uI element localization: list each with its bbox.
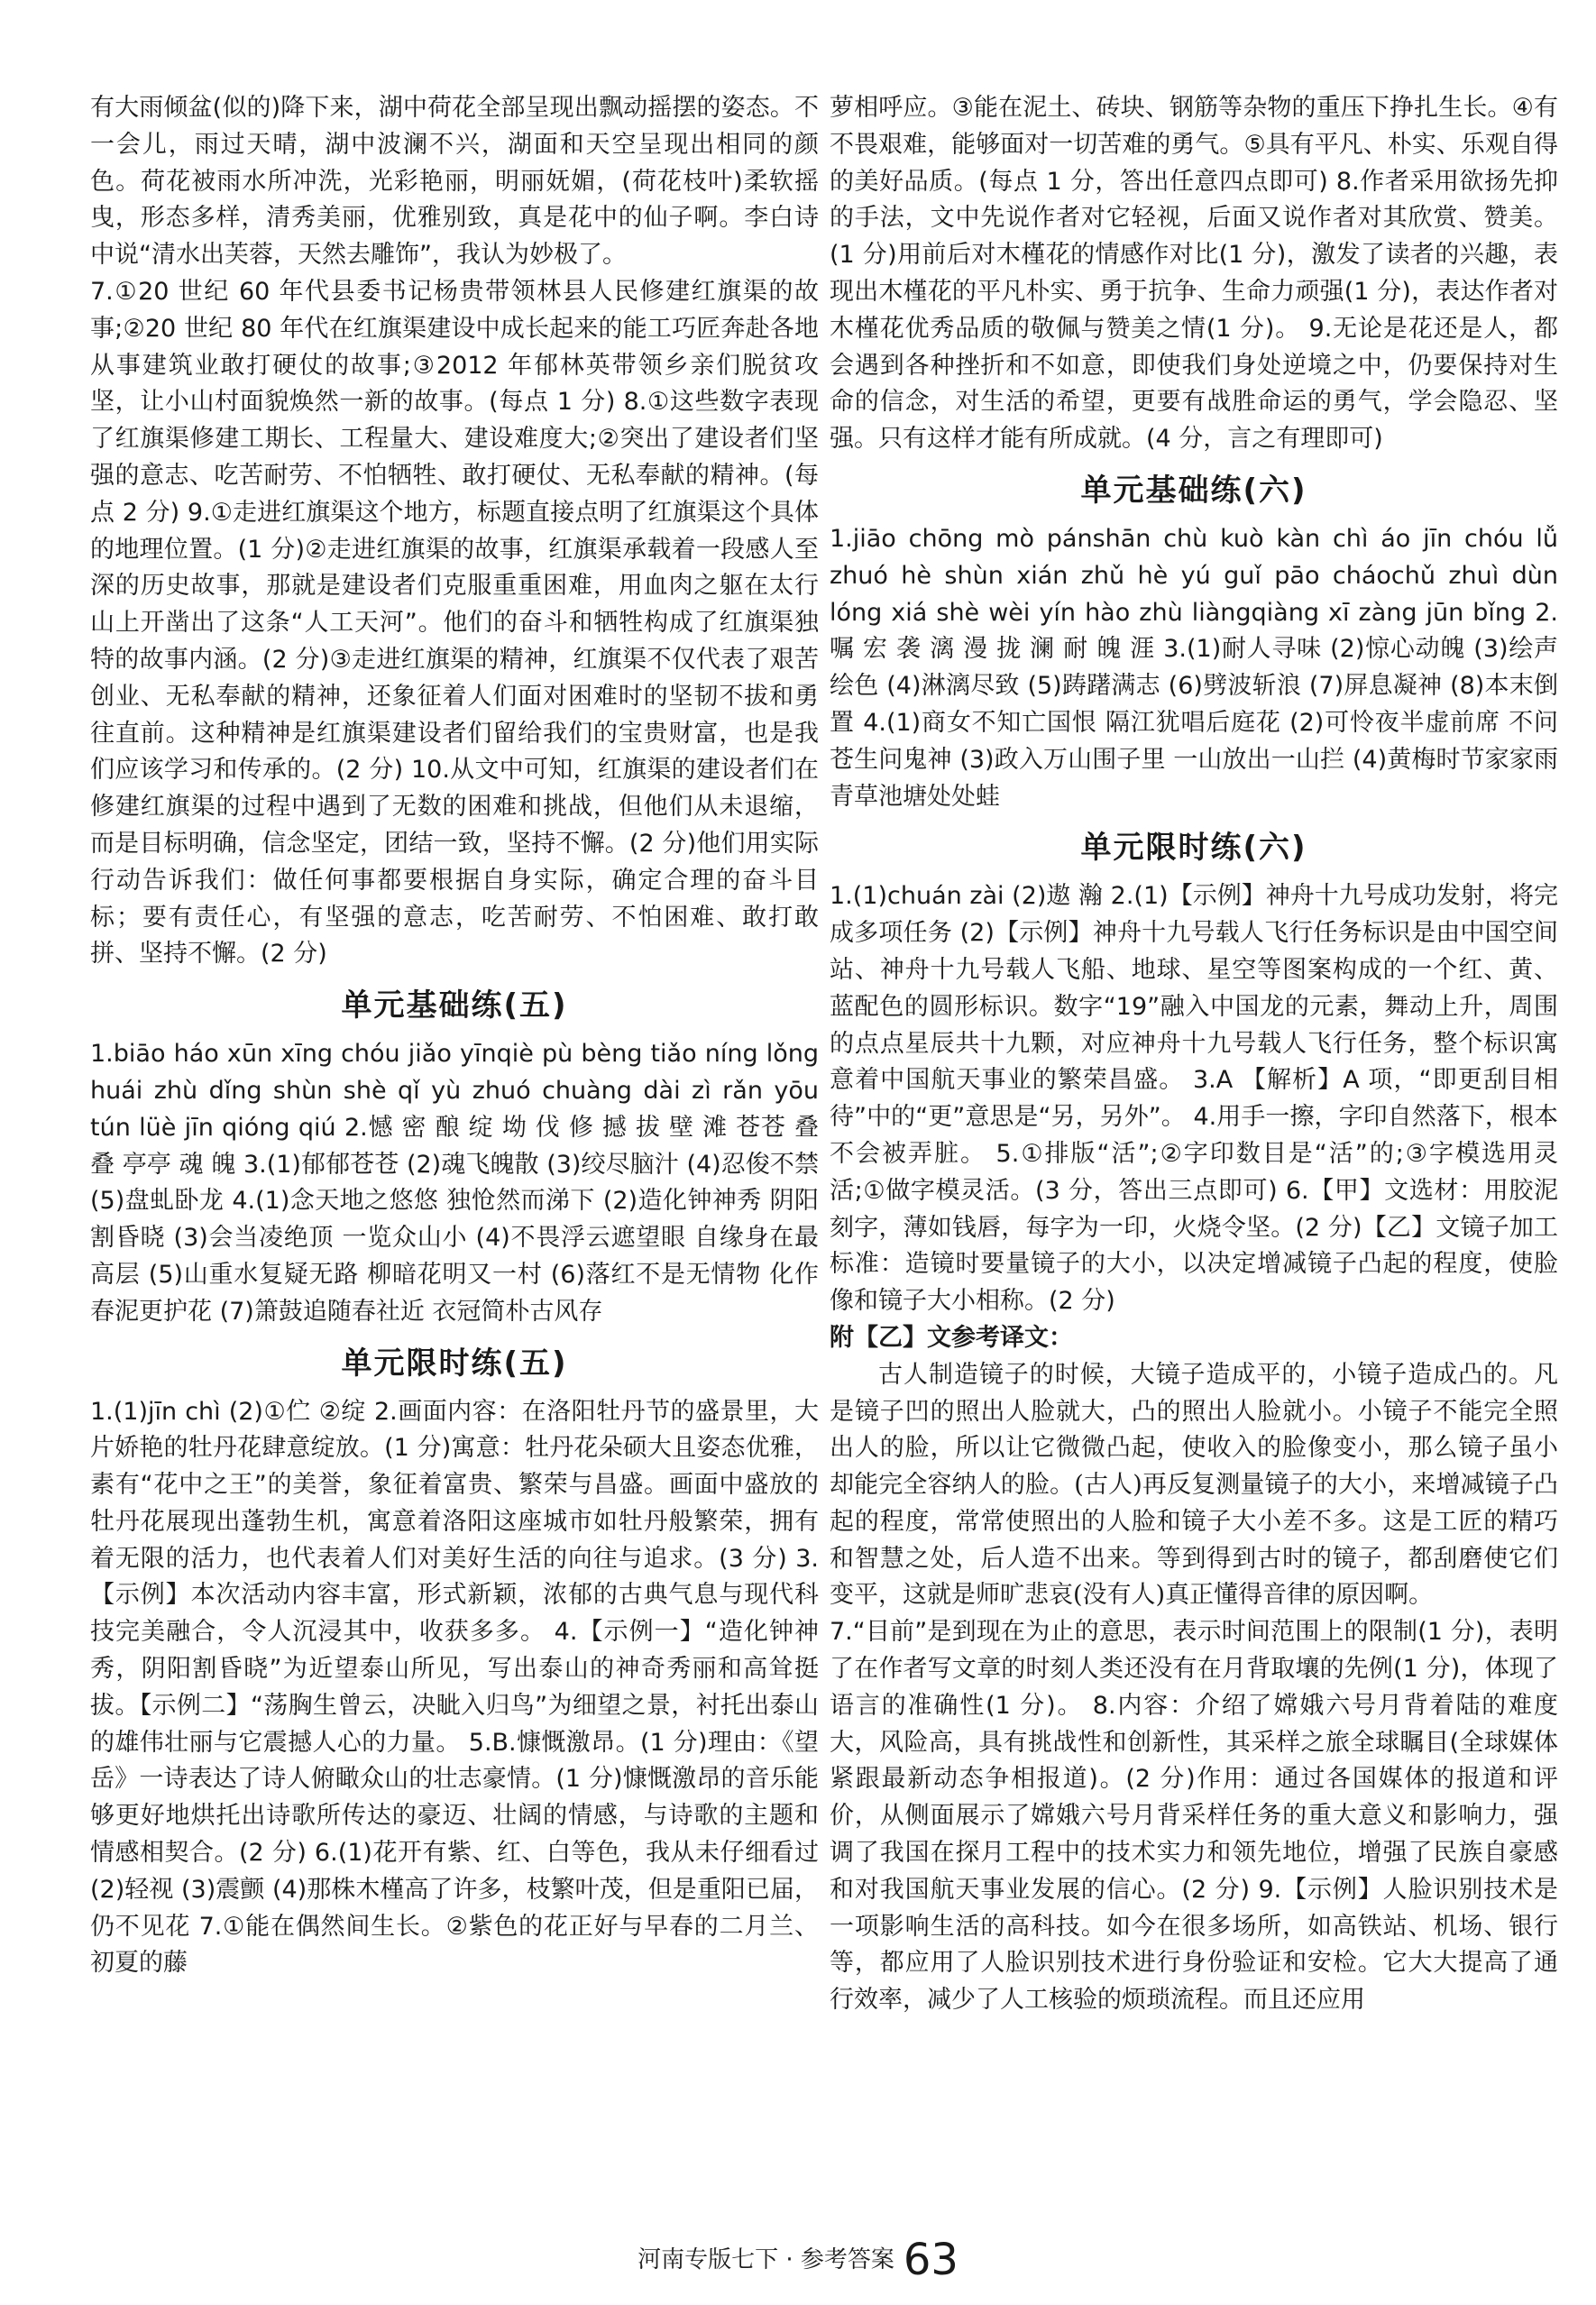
answer-paragraph: 1.(1)jīn chì (2)①伫 ②绽 2.画面内容：在洛阳牡丹节的盛景里，大片娇艳的牡丹花肆意绽放。(1 分)寓意：牡丹花朵硕大且姿态优雅，素有“花中之王”的美誉，象征着富贵、繁荣与昌盛。画面中盛放的牡丹花展现出蓬勃生机，寓意着洛阳这座城市如牡丹般繁荣，拥有着无限的活力，也代表着人们对美好生活的向往与追求。(3 分) 3.【示例】本次活动内容丰富，形式新颖，浓郁的古典气息与现代科技完美融合，令人沉浸其中，收获多多。 4.【示例一】“造化钟神秀，阴阳割昏晓”为近望泰山所见，写出泰山的神奇秀丽和高耸挺拔。【示例二】“荡胸生曾云，决眦入归鸟”为细望之景，衬托出泰山的雄伟壮丽与它震撼人心的力量。 5.B.慷慨激昂。(1 分)理由：《望岳》一诗表达了诗人俯瞰众山的壮志豪情。(1 分)慷慨激昂的音乐能够更好地烘托出诗歌所传达的豪迈、壮阔的情感，与诗歌的主题和情感相契合。(2 分) 6.(1)花开有紫、红、白等色，我从未仔细看过 (2)轻视 (3)震颤 (4)那株木槿高了许多，枝繁叶茂，但是重阳已届，仍不见花 7.①能在偶然间生长。②紫色的花正好与早春的二月兰、初夏的藤 <box>90 1397 819 1978</box>
footer-label: 河南专版七下 · 参考答案 <box>637 2246 894 2273</box>
page-footer <box>0 2235 1596 2285</box>
right-column <box>830 90 1558 2019</box>
translation-paragraph: 古人制造镜子的时候，大镜子造成平的，小镜子造成凸的。凡是镜子凹的照出人脸就大，凸的照出人脸就小。小镜子不能完全照出人的脸，所以让它微微凸起，使收入的脸像变小，那么镜子虽小却能完全容纳人的脸。(古人)再反复测量镜子的大小，来增减镜子凸起的程度，常常使照出的人脸和镜子大小差不多。这是工匠的精巧和智慧之处，后人造不出来。等到得到古时的镜子，都刮磨使它们变平，这就是师旷悲哀(没有人)真正懂得音律的原因啊。 <box>830 1360 1558 1610</box>
section-title: 单元限时练(六) <box>1080 830 1307 867</box>
section-title: 单元基础练(五) <box>341 987 568 1024</box>
left-column <box>90 90 819 1982</box>
page-number: 63 <box>903 2235 959 2285</box>
answer-paragraph: 1.(1)chuán zài (2)遨 瀚 2.(1)【示例】神舟十九号成功发射，将完成多项任务 (2)【示例】神舟十九号载人飞行任务标识是由中国空间站、神舟十九号载人飞船、地球、星空等图案构成的一个红、黄、蓝配色的圆形标识。数字“19”融入中国龙的元素，舞动上升，周围的点点星辰共十九颗，对应神舟十九号载人飞行任务，整个标识寓意着中国航天事业的繁荣昌盛。 3.A 【解析】A 项，“即更刮目相待”中的“更”意思是“另，另外”。 4.用手一擦，字印自然落下，根本不会被弄脏。 5.①排版“活”;②字印数目是“活”的;③字模选用灵活;①做字模灵活。(3 分，答出三点即可) 6.【甲】文选材：用胶泥刻字，薄如钱唇，每字为一印，火烧令坚。(2 分)【乙】文镜子加工标准：造镜时要量镜子的大小，以决定增减镜子凸起的程度，使脸像和镜子大小相称。(2 分) <box>830 882 1558 1316</box>
answer-paragraph: 萝相呼应。③能在泥土、砖块、钢筋等杂物的重压下挣扎生长。④有不畏艰难，能够面对一切苦难的勇气。⑤具有平凡、朴实、乐观自得的美好品质。(每点 1 分，答出任意四点即可) 8.作者采用欲扬先抑的手法，文中先说作者对它轻视，后面又说作者对其欣赏、赞美。(1 分)用前后对木槿花的情感作对比(1 分)，激发了读者的兴趣，表现出木槿花的平凡朴实、勇于抗争、生命力顽强(1 分)，表达作者对木槿花优秀品质的敬佩与赞美之情(1 分)。 9.无论是花还是人，都会遇到各种挫折和不如意，即使我们身处逆境之中，仍要保持对生命的信念，对生活的希望，更要有战胜命运的勇气，学会隐忍、坚强。只有这样才能有所成就。(4 分，言之有理即可) <box>830 94 1558 454</box>
section-title: 单元限时练(五) <box>341 1345 568 1382</box>
answer-paragraph: 1.biāo háo xūn xīng chóu jiǎo yīnqiè pù bèng tiǎo níng lǒng huái zhù dǐng shùn shè qǐ yù zhuó chuàng dài zì rǎn yōu tún lüè jīn qióng qiú 2.憾 密 酿 绽 坳 伐 修 撼 拔 壁 滩 苍苍 叠叠 亭亭 魂 魄 3.(1)郁郁苍苍 (2)魂飞魄散 (3)绞尽脑汁 (4)忍俊不禁 (5)盘虬卧龙 4.(1)念天地之悠悠 独怆然而涕下 (2)造化钟神秀 阴阳割昏晓 (3)会当凌绝顶 一览众山小 (4)不畏浮云遮望眼 自缘身在最高层 (5)山重水复疑无路 柳暗花明又一村 (6)落红不是无情物 化作春泥更护花 (7)箫鼓追随春社近 衣冠简朴古风存 <box>90 1040 819 1326</box>
answer-paragraph: 7.“目前”是到现在为止的意思，表示时间范围上的限制(1 分)，表明了在作者写文章的时刻人类还没有在月背取壤的先例(1 分)，体现了语言的准确性(1 分)。 8.内容：介绍了嫦娥六号月背着陆的难度大，风险高，具有挑战性和创新性，其采样之旅全球瞩目(全球媒体紧跟最新动态争相报道)。(2 分)作用：通过各国媒体的报道和评价，从侧面展示了嫦娥六号月背采样任务的重大意义和影响力，强调了我国在探月工程中的技术实力和领先地位，增强了民族自豪感和对我国航天事业发展的信心。(2 分) 9.【示例】人脸识别技术是一项影响生活的高科技。如今在很多场所，如高铁站、机场、银行等，都应用了人脸识别技术进行身份验证和安检。它大大提高了通行效率，减少了人工核验的烦琐流程。而且还应用 <box>830 1618 1558 2015</box>
answer-paragraph: 1.jiāo chōng mò pánshān chù kuò kàn chì áo jīn chóu lǚ zhuó hè shùn xián zhǔ hè yú guǐ pāo cháochǔ zhuì dùn lóng xiá shè wèi yín hào zhù liàngqiàng xī zàng jūn bǐng 2.嘱 宏 袭 漓 漫 拢 澜 耐 魄 涯 3.(1)耐人寻味 (2)惊心动魄 (3)绘声绘色 (4)淋漓尽致 (5)踌躇满志 (6)劈波斩浪 (7)屏息凝神 (8)本末倒置 4.(1)商女不知亡国恨 隔江犹唱后庭花 (2)可怜夜半虚前席 不问苍生问鬼神 (3)政入万山围子里 一山放出一山拦 (4)黄梅时节家家雨 青草池塘处处蛙 <box>830 524 1558 811</box>
translation-heading: 附【乙】文参考译文： <box>830 1323 1073 1352</box>
answer-paragraph: 7.①20 世纪 60 年代县委书记杨贵带领林县人民修建红旗渠的故事;②20 世纪 80 年代在红旗渠建设中成长起来的能工巧匠奔赴各地从事建筑业敢打硬仗的故事;③2012 年郁林英带领乡亲们脱贫攻坚，让小山村面貌焕然一新的故事。(每点 1 分) 8.①这些数字表现了红旗渠修建工期长、工程量大、建设难度大;②突出了建设者们坚强的意志、吃苦耐劳、不怕牺牲、敢打硬仗、无私奉献的精神。(每点 2 分) 9.①走进红旗渠这个地方，标题直接点明了红旗渠这个具体的地理位置。(1 分)②走进红旗渠的故事，红旗渠承载着一段感人至深的历史故事，那就是建设者们克服重重困难，用血肉之躯在太行山上开凿出了这条“人工天河”。他们的奋斗和牺牲构成了红旗渠独特的故事内涵。(2 分)③走进红旗渠的精神，红旗渠不仅代表了艰苦创业、无私奉献的精神，还象征着人们面对困难时的坚韧不拔和勇往直前。这种精神是红旗渠建设者们留给我们的宝贵财富，也是我们应该学习和传承的。(2 分) 10.从文中可知，红旗渠的建设者们在修建红旗渠的过程中遇到了无数的困难和挑战，但他们从未退缩，而是目标明确，信念坚定，团结一致，坚持不懈。(2 分)他们用实际行动告诉我们：做任何事都要根据自身实际，确定合理的奋斗目标；要有责任心，有坚强的意志，吃苦耐劳、不怕困难、敢打敢拼、坚持不懈。(2 分) <box>90 277 819 969</box>
answer-paragraph: 有大雨倾盆(似的)降下来，湖中荷花全部呈现出飘动摇摆的姿态。不一会儿，雨过天晴，湖中波澜不兴，湖面和天空呈现出相同的颜色。荷花被雨水所冲洗，光彩艳丽，明丽妩媚，(荷花枝叶)柔软摇曳，形态多样，清秀美丽，优雅别致，真是花中的仙子啊。李白诗中说“清水出芙蓉，天然去雕饰”，我认为妙极了。 <box>90 94 819 270</box>
section-title: 单元基础练(六) <box>1080 472 1307 509</box>
